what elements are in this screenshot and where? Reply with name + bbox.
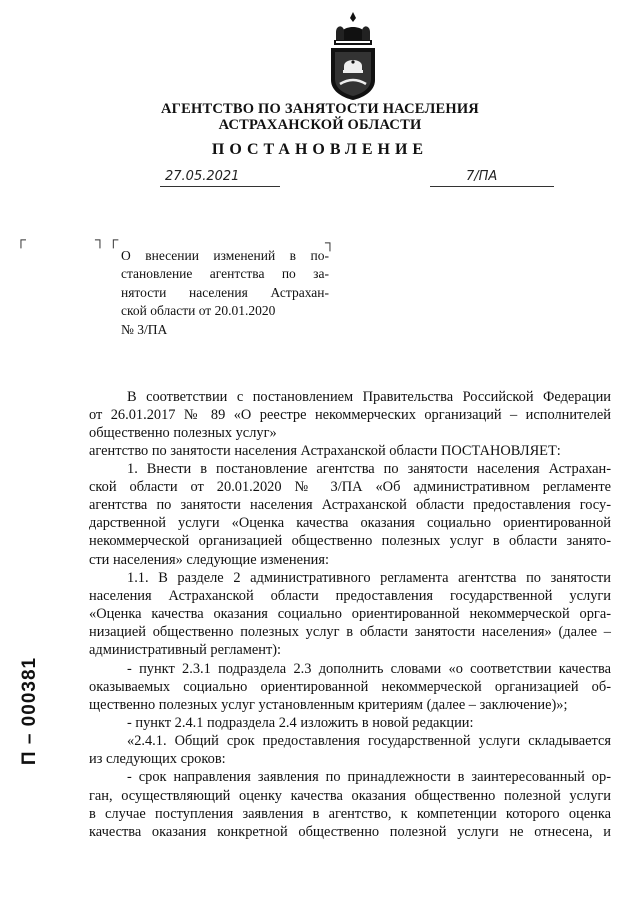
body-line: общественно полезных услуг» bbox=[89, 425, 277, 441]
body-line: В соответствии с постановлением Правительства Российской Федерации bbox=[127, 389, 611, 405]
body-line: от 26.01.2017 № 89 «О реестре некоммерческих организаций – исполнителей bbox=[89, 407, 611, 423]
number-underline bbox=[430, 186, 554, 187]
scan-artifact bbox=[300, 822, 380, 854]
body-line: «2.4.1. Общий срок предоставления государственной услуги складывается bbox=[127, 733, 611, 749]
subject-line: О внесении изменений в по- bbox=[121, 248, 329, 263]
org-name-line2: АСТРАХАНСКОЙ ОБЛАСТИ bbox=[218, 117, 422, 133]
body-line: низацией общественно полезных услуг в области занятости населения» (далее – bbox=[89, 624, 611, 640]
body-line: населения Астраханской области предоставления государственной услуги bbox=[89, 588, 611, 604]
corner-mark-left: ┌ bbox=[16, 233, 26, 248]
coat-of-arms-emblem bbox=[322, 10, 384, 102]
org-name-line1: АГЕНТСТВО ПО ЗАНЯТОСТИ НАСЕЛЕНИЯ bbox=[161, 101, 479, 117]
body-line: 1.1. В разделе 2 административного регламента агентства по занятости bbox=[127, 570, 611, 586]
body-line: в случае поступления заявления в агентство, к компетенции которого оценка bbox=[89, 806, 611, 822]
subject-line: № 3/ПА bbox=[121, 321, 168, 337]
body-line: - срок направления заявления по принадлежности в заинтересованный ор- bbox=[127, 769, 611, 785]
body-line: агентства по занятости населения Астраханской области предоставления госу- bbox=[89, 497, 611, 513]
body-line: качества оказания конкретной общественно полезной услуги не отнесена, и bbox=[89, 824, 611, 840]
corner-mark-subject-right: ┐ bbox=[325, 236, 335, 251]
document-number: 7/ПА bbox=[466, 169, 498, 184]
body-line: 1. Внести в постановление агентства по занятости населения Астрахан- bbox=[127, 461, 611, 477]
subject-line: нятости населения Астрахан- bbox=[121, 284, 329, 300]
body-line: - пункт 2.3.1 подраздела 2.3 дополнить словами «о соответствии качества bbox=[127, 661, 611, 677]
document-subject bbox=[121, 247, 329, 339]
registration-stamp-vertical: П – 000381 bbox=[19, 656, 40, 766]
body-line: сти населения» следующие изменения: bbox=[89, 552, 329, 568]
body-line: из следующих сроков: bbox=[89, 751, 226, 767]
subject-line: становление агентства по за- bbox=[121, 266, 329, 282]
subject-line: ской области от 20.01.2020 bbox=[121, 303, 276, 319]
body-line: дарственной услуги «Оценка качества оказания социально ориентированной bbox=[89, 515, 611, 531]
body-line: щественно полезных услуг установленным критериям (далее – заключение)»; bbox=[89, 697, 568, 713]
body-line: «Оценка качества оказания социально ориентированной некоммерческой орга- bbox=[89, 606, 611, 622]
document-type: ПОСТАНОВЛЕНИЕ bbox=[211, 141, 429, 158]
body-line: ской области от 20.01.2020 № 3/ПА «Об административном регламенте bbox=[89, 479, 611, 495]
body-line: агентство по занятости населения Астраханской области ПОСТАНОВЛЯЕТ: bbox=[89, 443, 561, 459]
body-line: ган, осуществляющий оценку качества оказания общественно полезной услуги bbox=[89, 788, 611, 804]
document-date: 27.05.2021 bbox=[165, 169, 240, 184]
corner-mark-subject-left: ┐ ┌ bbox=[95, 233, 119, 248]
date-underline bbox=[160, 186, 280, 187]
body-line: административный регламент): bbox=[89, 642, 282, 658]
body-line: оказываемых социально ориентированной некоммерческой организацией об- bbox=[89, 679, 611, 695]
body-line: некоммерческой организацией общественно полезных услуг в области занято- bbox=[89, 533, 611, 549]
body-line: - пункт 2.4.1 подраздела 2.4 изложить в новой редакции: bbox=[127, 715, 474, 731]
